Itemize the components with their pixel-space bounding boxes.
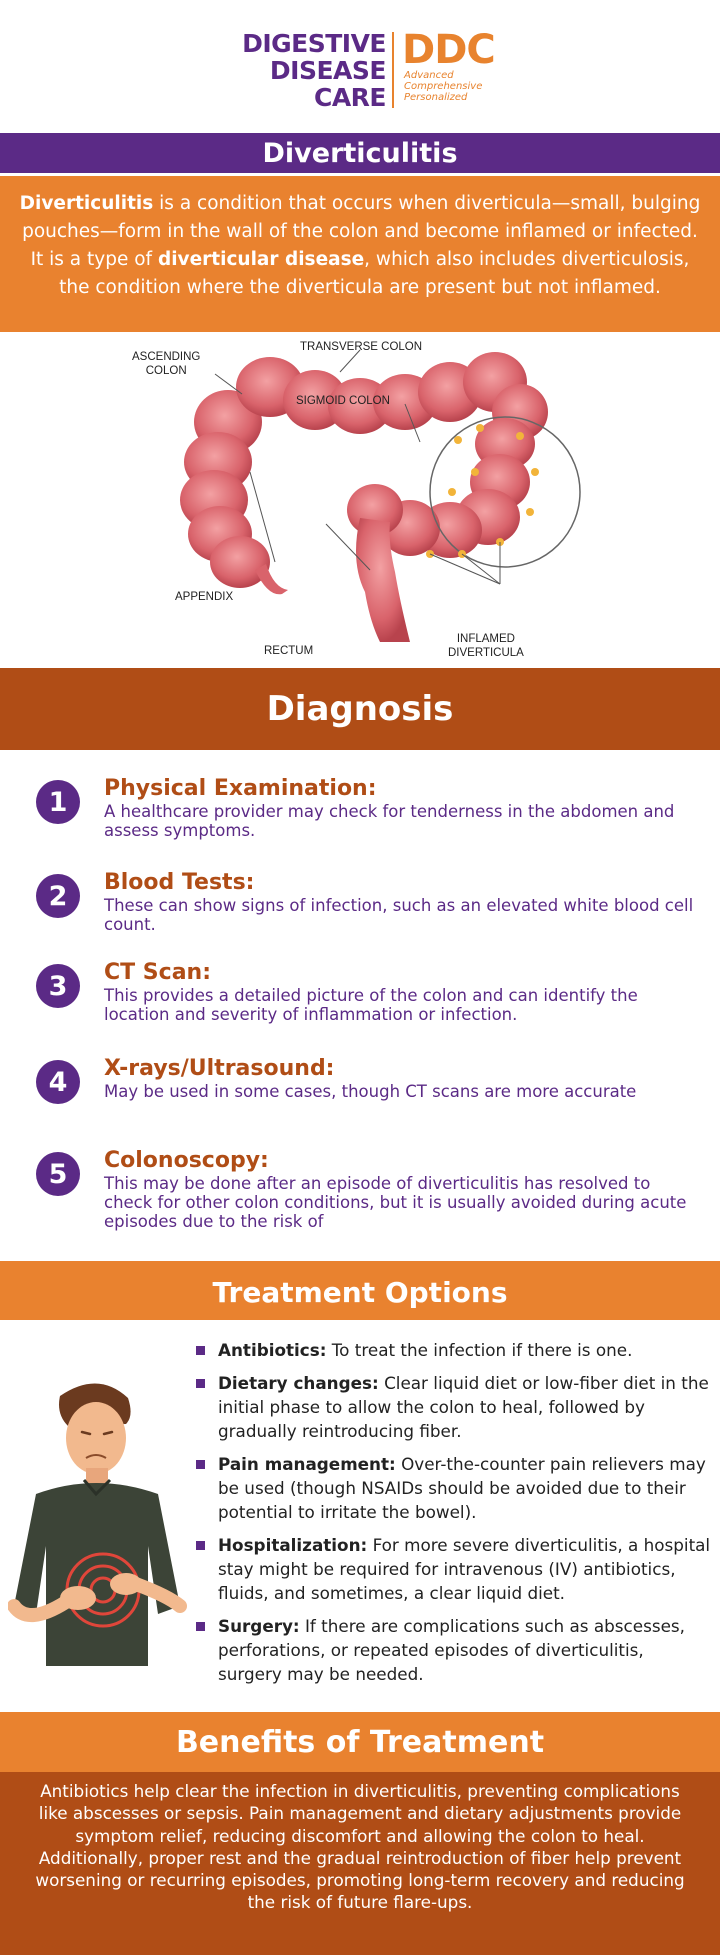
treatment-term: Surgery: bbox=[218, 1616, 300, 1636]
label-rectum: RECTUM bbox=[264, 645, 314, 657]
treatment-item bbox=[196, 1338, 712, 1362]
intro-term-2: diverticular disease bbox=[157, 249, 365, 270]
diagnosis-item-title: CT Scan: bbox=[104, 960, 212, 985]
treatment-text: Clear liquid diet or low-fiber diet in the initial phase to allow the colon to heal, followed by gradually reintroducing fiber. bbox=[218, 1373, 709, 1441]
label-inflamed-2: DIVERTICULA bbox=[448, 647, 524, 659]
treatment-text: To treat the infection if there is one. bbox=[326, 1340, 633, 1360]
intro-paragraph bbox=[0, 176, 720, 332]
logo-tag-2: Comprehensive bbox=[404, 81, 483, 92]
bullet-square-icon bbox=[196, 1541, 205, 1550]
step-number-badge: 1 bbox=[36, 780, 80, 824]
label-ascending-1: ASCENDING bbox=[132, 351, 201, 363]
diagnosis-list bbox=[0, 750, 720, 1260]
benefits-paragraph: Antibiotics help clear the infection in diverticulitis, preventing complications like abscesses or sepsis. Pain management and dietary adjustments provide symptom relief, reducing discomfort and allowing the colon to heal. Additionally, proper rest and the gradual reintroduction of fiber help prevent worsening or recurring episodes, promoting long-term recovery and reducing the risk of future flare-ups. bbox=[0, 1772, 720, 1955]
treatment-item bbox=[196, 1614, 712, 1686]
diagnosis-item-desc: These can show signs of infection, such as an elevated white blood cell count. bbox=[104, 896, 694, 934]
diagnosis-item-title: Physical Examination: bbox=[104, 776, 377, 801]
logo-line-3: CARE bbox=[313, 83, 386, 112]
logo-divider bbox=[392, 32, 394, 108]
bullet-square-icon bbox=[196, 1379, 205, 1388]
label-transverse-colon: TRANSVERSE COLON bbox=[300, 341, 423, 353]
step-number-badge: 3 bbox=[36, 964, 80, 1008]
logo-line-1: DIGESTIVE bbox=[242, 29, 386, 58]
logo-wordmark bbox=[200, 30, 386, 111]
diagnosis-heading: Diagnosis bbox=[0, 668, 720, 750]
treatment-item bbox=[196, 1533, 712, 1605]
intro-text-1: is a condition that occurs when diverticula—small, bulging pouches—form in the wall of the colon and become inflamed or infected. It is a type of bbox=[22, 193, 701, 270]
diagnosis-item-desc: A healthcare provider may check for tenderness in the abdomen and assess symptoms. bbox=[104, 802, 675, 840]
logo-tag-3: Personalized bbox=[404, 92, 468, 103]
intro-text-2: , which also includes diverticulosis, the condition where the diverticula are present but not inflamed. bbox=[59, 249, 690, 298]
logo-tag-1: Advanced bbox=[404, 70, 454, 81]
diagnosis-item-desc: This may be done after an episode of diverticulitis has resolved to check for other colon conditions, but it is usually avoided during acute episodes due to the risk of bbox=[104, 1174, 687, 1231]
person-stomach-pain-illustration bbox=[8, 1376, 198, 1666]
intro-term: Diverticulitis bbox=[19, 193, 154, 214]
bullet-square-icon bbox=[196, 1460, 205, 1469]
treatment-term: Antibiotics: bbox=[218, 1340, 327, 1360]
treatment-list bbox=[196, 1338, 712, 1695]
treatment-section bbox=[0, 1320, 720, 1710]
label-inflamed-diverticula bbox=[448, 632, 524, 660]
label-inflamed-1: INFLAMED bbox=[456, 633, 515, 645]
benefits-heading: Benefits of Treatment bbox=[0, 1712, 720, 1772]
logo-line-2: DISEASE bbox=[269, 56, 386, 85]
step-number-badge: 4 bbox=[36, 1060, 80, 1104]
brand-logo bbox=[0, 0, 720, 130]
diagnosis-item-title: Blood Tests: bbox=[104, 870, 255, 895]
label-appendix: APPENDIX bbox=[175, 591, 234, 603]
treatment-item bbox=[196, 1371, 712, 1443]
treatment-text: If there are complications such as abscesses, perforations, or repeated episodes of diverticulitis, surgery may be needed. bbox=[218, 1616, 685, 1684]
diagnosis-item-desc: This provides a detailed picture of the colon and can identify the location and severity of inflammation or infection. bbox=[104, 986, 638, 1024]
page-title: Diverticulitis bbox=[0, 133, 720, 173]
treatment-term: Hospitalization: bbox=[218, 1535, 368, 1555]
logo-tagline bbox=[404, 70, 482, 103]
colon-svg bbox=[0, 332, 720, 668]
step-number-badge: 5 bbox=[36, 1152, 80, 1196]
ascending-colon bbox=[180, 390, 270, 588]
label-ascending-2: COLON bbox=[145, 365, 187, 377]
step-number-badge: 2 bbox=[36, 874, 80, 918]
treatment-term: Pain management: bbox=[218, 1454, 396, 1474]
treatment-text: For more severe diverticulitis, a hospital stay might be required for intravenous (IV) antibiotics, fluids, and sometimes, a clear liquid diet. bbox=[218, 1535, 711, 1603]
diagnosis-item-desc: May be used in some cases, though CT scans are more accurate bbox=[104, 1082, 637, 1101]
label-ascending-colon bbox=[132, 350, 200, 378]
treatment-text: Over-the-counter pain relievers may be used (though NSAIDs should be avoided due to their potential to irritate the bowel). bbox=[218, 1454, 706, 1522]
colon-illustration bbox=[0, 332, 720, 668]
bullet-square-icon bbox=[196, 1622, 205, 1631]
logo-mark: DDC bbox=[402, 27, 495, 73]
treatment-item bbox=[196, 1452, 712, 1524]
diagnosis-item-title: Colonoscopy: bbox=[104, 1148, 269, 1173]
treatment-heading: Treatment Options bbox=[0, 1265, 720, 1320]
diagnosis-item-title: X-rays/Ultrasound: bbox=[104, 1056, 335, 1081]
treatment-term: Dietary changes: bbox=[218, 1373, 379, 1393]
label-sigmoid-colon: SIGMOID COLON bbox=[296, 395, 390, 407]
bullet-square-icon bbox=[196, 1346, 205, 1355]
